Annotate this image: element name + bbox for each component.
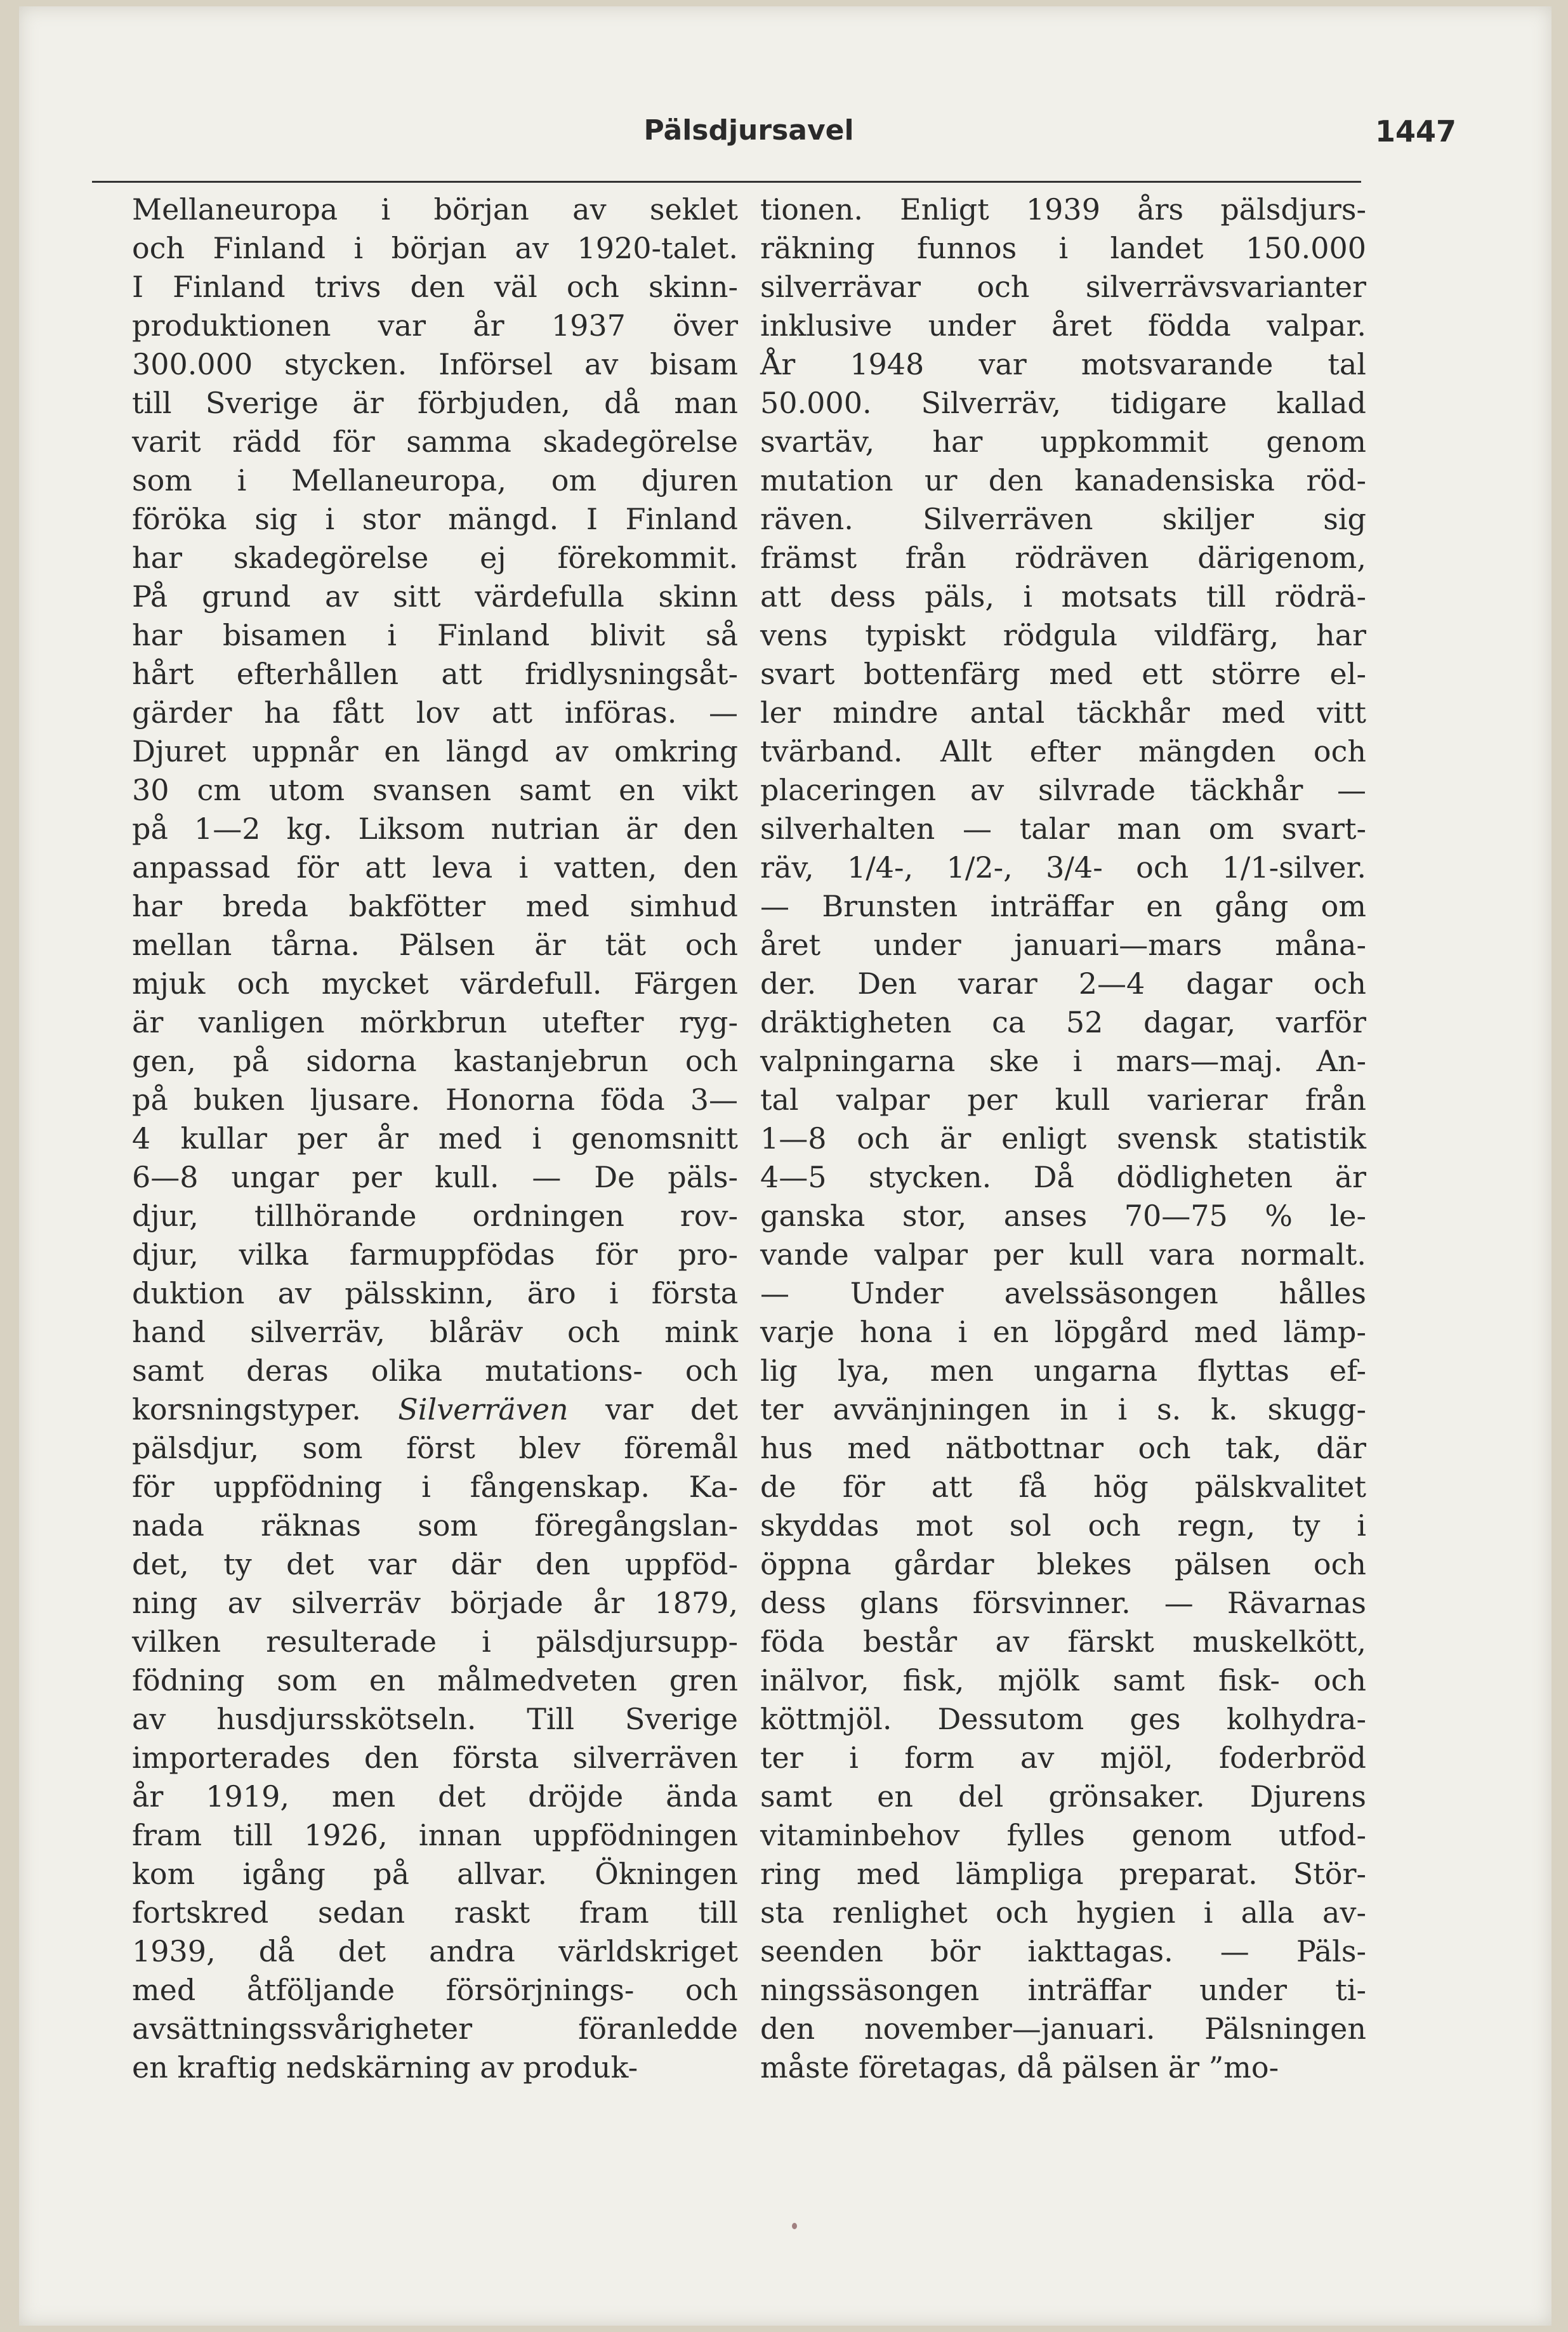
text-line: nada räknas som föregångslan-: [132, 1508, 738, 1543]
text-line: djur, vilka farmuppfödas för pro-: [132, 1237, 738, 1272]
running-head-title: Pälsdjursavel: [643, 114, 854, 147]
text-line: främst från rödräven därigenom,: [760, 541, 1366, 575]
text-line: gen, på sidorna kastanjebrun och: [132, 1044, 738, 1078]
text-line: Djuret uppnår en längd av omkring: [132, 734, 738, 768]
text-line: vitaminbehov fylles genom utfod-: [760, 1818, 1366, 1852]
text-line: 1—8 och är enligt svensk statistik: [760, 1121, 1366, 1156]
text-line: till Sverige är förbjuden, då man: [132, 386, 738, 420]
text-line: sta renlighet och hygien i alla av-: [760, 1895, 1366, 1930]
text-line: mjuk och mycket värdefull. Färgen: [132, 966, 738, 1001]
text-line: hårt efterhållen att fridlysningsåt-: [132, 657, 738, 691]
text-line: öppna gårdar blekes pälsen och: [760, 1547, 1366, 1581]
italic-term: Silverräven: [398, 1392, 569, 1426]
text-line: djur, tillhörande ordningen rov-: [132, 1199, 738, 1233]
text-line: — Under avelssäsongen hålles: [760, 1276, 1366, 1310]
ink-smudge: [792, 2223, 797, 2229]
text-line: I Finland trivs den väl och skinn-: [132, 270, 738, 304]
header-rule: [92, 181, 1361, 183]
text-line: är vanligen mörkbrun utefter ryg-: [132, 1005, 738, 1039]
text-line: 4—5 stycken. Då dödligheten är: [760, 1160, 1366, 1194]
text-line: 30 cm utom svansen samt en vikt: [132, 773, 738, 807]
text-line: valpningarna ske i mars—maj. An-: [760, 1044, 1366, 1078]
text-line: inklusive under året födda valpar.: [760, 308, 1366, 343]
text-line: den november—januari. Pälsningen: [760, 2012, 1366, 2046]
text-line: som i Mellaneuropa, om djuren: [132, 463, 738, 497]
text-line: det, ty det var där den uppföd-: [132, 1547, 738, 1581]
text-line: hus med nätbottnar och tak, där: [760, 1431, 1366, 1465]
text-line: på buken ljusare. Honorna föda 3—: [132, 1083, 738, 1117]
text-line: placeringen av silvrade täckhår —: [760, 773, 1366, 807]
text-line: räven. Silverräven skiljer sig: [760, 502, 1366, 536]
text-line: lig lya, men ungarna flyttas ef-: [760, 1354, 1366, 1388]
text-line: en kraftig nedskärning av produk-: [132, 2050, 638, 2085]
text-line: ningssäsongen inträffar under ti-: [760, 1973, 1366, 2007]
text-line: ganska stor, anses 70—75 % le-: [760, 1199, 1366, 1233]
text-line: produktionen var år 1937 över: [132, 308, 738, 343]
right-column: [760, 190, 1366, 2087]
text-line: kom igång på allvar. Ökningen: [132, 1857, 738, 1891]
text-line: svart bottenfärg med ett större el-: [760, 657, 1366, 691]
text-line: 300.000 stycken. Införsel av bisam: [132, 347, 738, 381]
text-line: fram till 1926, innan uppfödningen: [132, 1818, 738, 1852]
text-line: anpassad för att leva i vatten, den: [132, 850, 738, 885]
text-line: har breda bakfötter med simhud: [132, 889, 738, 923]
text-line: seenden bör iakttagas. — Päls-: [760, 1934, 1366, 1968]
text-line: de för att få hög pälskvalitet: [760, 1470, 1366, 1504]
text-line: föda består av färskt muskelkött,: [760, 1624, 1366, 1659]
text-line: gärder ha fått lov att införas. —: [132, 695, 738, 730]
text-line: år 1919, men det dröjde ända: [132, 1779, 738, 1814]
text-line: ter avvänjningen in i s. k. skugg-: [760, 1392, 1366, 1426]
text-line: fortskred sedan raskt fram till: [132, 1895, 738, 1930]
text-line: 1939, då det andra världskriget: [132, 1934, 738, 1968]
text-line: tal valpar per kull varierar från: [760, 1083, 1366, 1117]
text-line: föröka sig i stor mängd. I Finland: [132, 502, 738, 536]
text-line: vens typiskt rödgula vildfärg, har: [760, 618, 1366, 652]
text-line: — Brunsten inträffar en gång om: [760, 889, 1366, 923]
text-line: duktion av pälsskinn, äro i första: [132, 1276, 738, 1310]
text-line: På grund av sitt värdefulla skinn: [132, 579, 738, 614]
text-line: året under januari—mars måna-: [760, 928, 1366, 962]
text-line: födning som en målmedveten gren: [132, 1663, 738, 1697]
text-line: måste företagas, då pälsen är ”mo-: [760, 2050, 1279, 2085]
text-line: tvärband. Allt efter mängden och: [760, 734, 1366, 768]
text-line: vilken resulterade i pälsdjursupp-: [132, 1624, 738, 1659]
text-line: Mellaneuropa i början av seklet: [132, 192, 738, 227]
text-line: tionen. Enligt 1939 års pälsdjurs-: [760, 192, 1366, 227]
text-line: varje hona i en löpgård med lämp-: [760, 1315, 1366, 1349]
text-line: varit rädd för samma skadegörelse: [132, 425, 738, 459]
text-line: ter i form av mjöl, foderbröd: [760, 1741, 1366, 1775]
text-line: skyddas mot sol och regn, ty i: [760, 1508, 1366, 1543]
text-line: 4 kullar per år med i genomsnitt: [132, 1121, 738, 1156]
text-line: silverrävar och silverrävsvarianter: [760, 270, 1366, 304]
text-line: der. Den varar 2—4 dagar och: [760, 966, 1366, 1001]
left-column: [132, 190, 738, 2087]
text-line: vande valpar per kull vara normalt.: [760, 1237, 1366, 1272]
text-line: avsättningssvårigheter föranledde: [132, 2012, 738, 2046]
text-line: av husdjursskötseln. Till Sverige: [132, 1702, 738, 1736]
text-line: ring med lämpliga preparat. Stör-: [760, 1857, 1366, 1891]
text-line: korsningstyper. Silverräven var det: [132, 1392, 738, 1426]
text-line: för uppfödning i fångenskap. Ka-: [132, 1470, 738, 1504]
running-head: [19, 114, 1552, 159]
text-line: samt en del grönsaker. Djurens: [760, 1779, 1366, 1814]
text-line: räkning funnos i landet 150.000: [760, 231, 1366, 265]
text-line: att dess päls, i motsats till rödrä-: [760, 579, 1366, 614]
text-line: mutation ur den kanadensiska röd-: [760, 463, 1366, 497]
page-number: 1447: [1374, 114, 1456, 148]
text-line: och Finland i början av 1920-talet.: [132, 231, 738, 265]
text-line: dess glans försvinner. — Rävarnas: [760, 1586, 1366, 1620]
text-line: köttmjöl. Dessutom ges kolhydra-: [760, 1702, 1366, 1736]
text-line: pälsdjur, som först blev föremål: [132, 1431, 738, 1465]
text-line: ning av silverräv började år 1879,: [132, 1586, 738, 1620]
text-line: importerades den första silverräven: [132, 1741, 738, 1775]
text-line: med åtföljande försörjnings- och: [132, 1973, 738, 2007]
text-line: ler mindre antal täckhår med vitt: [760, 695, 1366, 730]
text-line: mellan tårna. Pälsen är tät och: [132, 928, 738, 962]
text-line: på 1—2 kg. Liksom nutrian är den: [132, 812, 738, 846]
text-line: inälvor, fisk, mjölk samt fisk- och: [760, 1663, 1366, 1697]
text-line: År 1948 var motsvarande tal: [760, 347, 1366, 381]
text-line: samt deras olika mutations- och: [132, 1354, 738, 1388]
text-line: silverhalten — talar man om svart-: [760, 812, 1366, 846]
book-page: [19, 6, 1552, 2326]
text-line: räv, 1/4-, 1/2-, 3/4- och 1/1-silver.: [760, 850, 1366, 885]
text-line: svartäv, har uppkommit genom: [760, 425, 1366, 459]
text-line: dräktigheten ca 52 dagar, varför: [760, 1005, 1366, 1039]
text-line: hand silverräv, blåräv och mink: [132, 1315, 738, 1349]
text-line: har skadegörelse ej förekommit.: [132, 541, 738, 575]
text-line: 6—8 ungar per kull. — De päls-: [132, 1160, 738, 1194]
text-line: 50.000. Silverräv, tidigare kallad: [760, 386, 1366, 420]
text-line: har bisamen i Finland blivit så: [132, 618, 738, 652]
